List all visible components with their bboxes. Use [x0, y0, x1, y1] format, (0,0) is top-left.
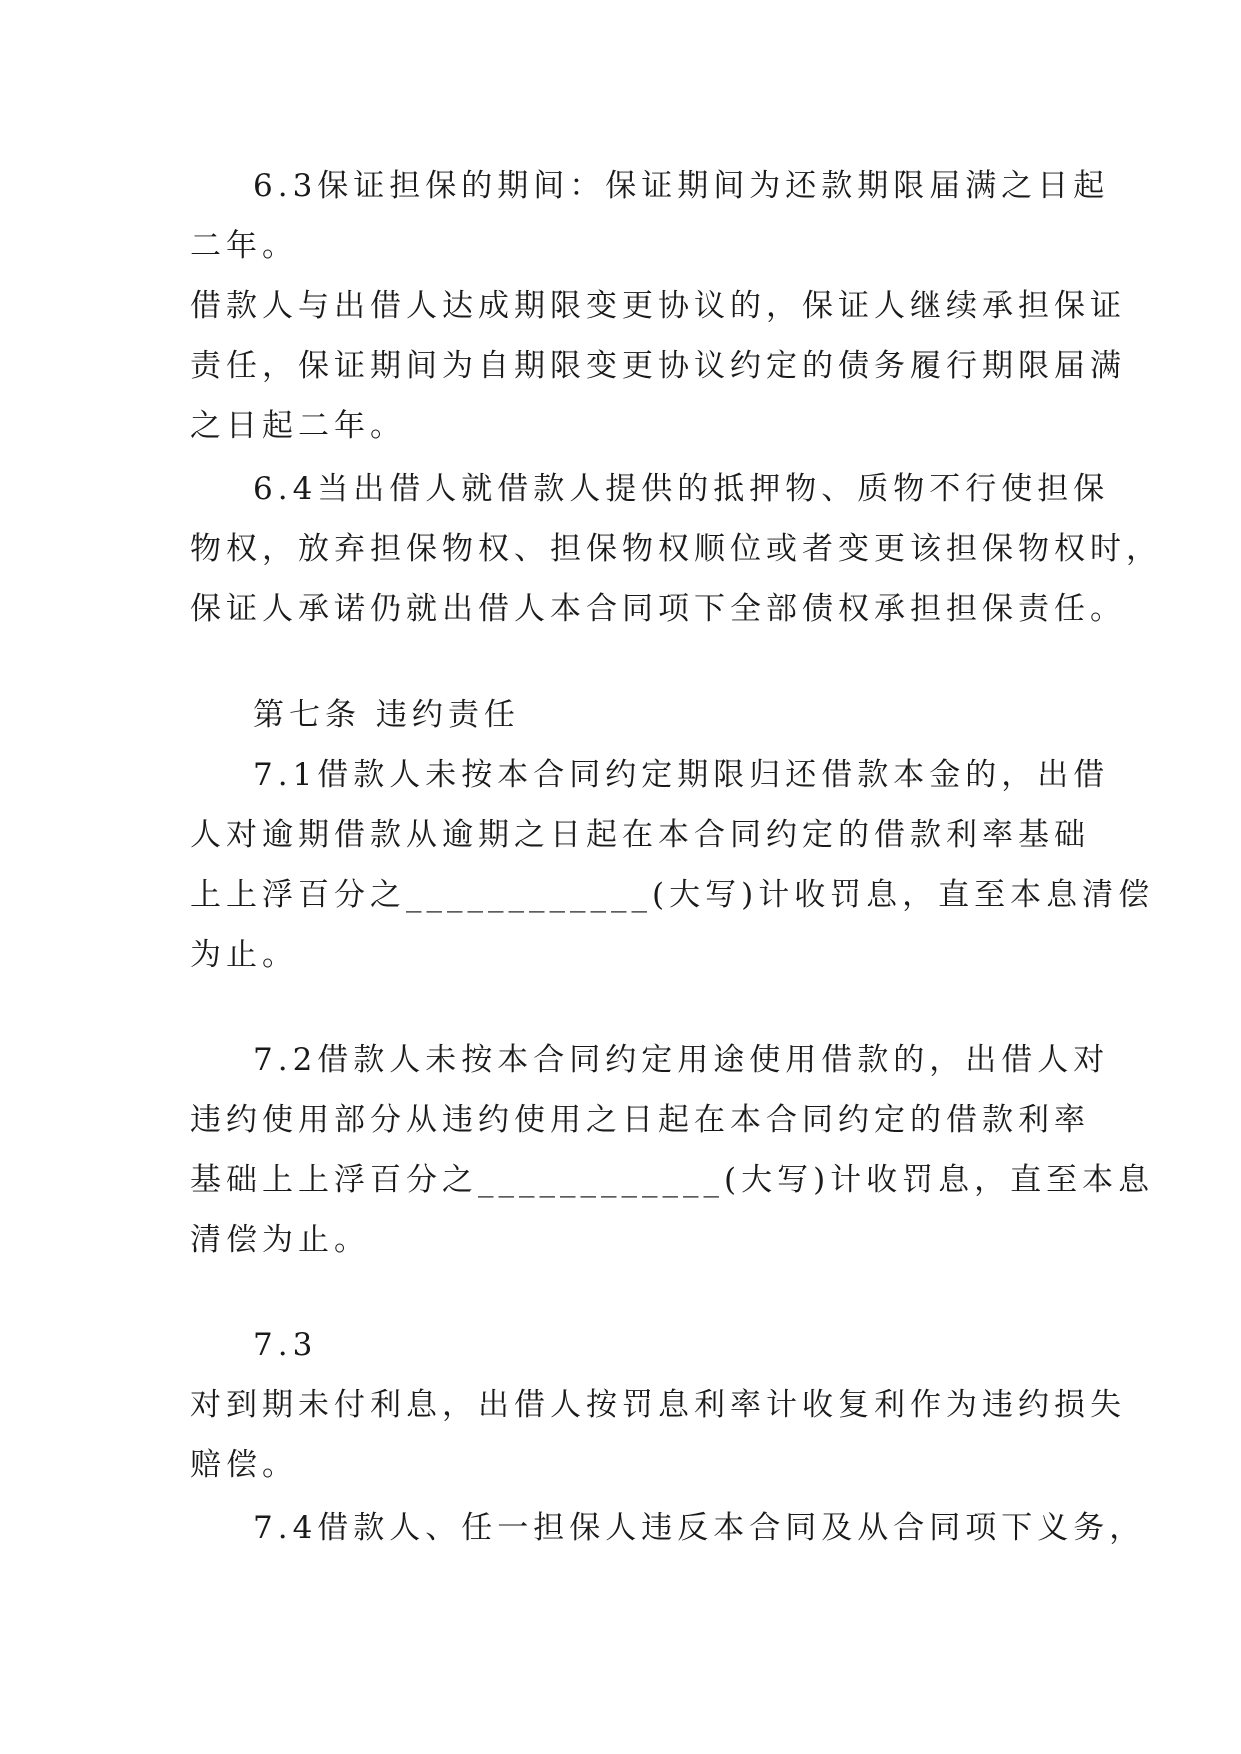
paragraph-6-3b-line-2: 责任，保证期间为自期限变更协议约定的债务履行期限届满: [190, 348, 1126, 384]
paragraph-7-1-line-4: 为止。: [190, 937, 298, 973]
paragraph-7-3-line-2: 赔偿。: [190, 1447, 298, 1483]
paragraph-7-3-number: 7.3: [253, 1327, 318, 1363]
paragraph-6-4-line-3: 保证人承诺仍就出借人本合同项下全部债权承担担保责任。: [190, 591, 1126, 627]
paragraph-6-3b-line-1: 借款人与出借人达成期限变更协议的，保证人继续承担保证: [190, 288, 1126, 324]
paragraph-6-3-line-1: 6.3保证担保的期间：保证期间为还款期限届满之日起: [253, 168, 1110, 204]
paragraph-7-2-line-1: 7.2借款人未按本合同约定用途使用借款的，出借人对: [253, 1042, 1110, 1078]
paragraph-7-3-line-1: 对到期未付利息，出借人按罚息利率计收复利作为违约损失: [190, 1387, 1126, 1423]
paragraph-6-3-line-2: 二年。: [190, 228, 298, 264]
paragraph-7-2-line-4: 清偿为止。: [190, 1222, 370, 1258]
paragraph-7-1-line-3: 上上浮百分之____________(大写)计收罚息，直至本息清偿: [190, 877, 1155, 913]
paragraph-7-4-line-1: 7.4借款人、任一担保人违反本合同及从合同项下义务，: [253, 1510, 1146, 1546]
article-7-heading: 第七条 违约责任: [253, 697, 520, 733]
paragraph-6-4-line-1: 6.4当出借人就借款人提供的抵押物、质物不行使担保: [253, 471, 1110, 507]
paragraph-7-2-line-3: 基础上上浮百分之____________(大写)计收罚息，直至本息: [190, 1162, 1155, 1198]
paragraph-7-1-line-2: 人对逾期借款从逾期之日起在本合同约定的借款利率基础: [190, 817, 1090, 853]
paragraph-6-4-line-2: 物权，放弃担保物权、担保物权顺位或者变更该担保物权时，: [190, 531, 1162, 567]
paragraph-7-1-line-1: 7.1借款人未按本合同约定期限归还借款本金的，出借: [253, 757, 1110, 793]
paragraph-7-2-line-2: 违约使用部分从违约使用之日起在本合同约定的借款利率: [190, 1102, 1090, 1138]
paragraph-6-3b-line-3: 之日起二年。: [190, 408, 406, 444]
